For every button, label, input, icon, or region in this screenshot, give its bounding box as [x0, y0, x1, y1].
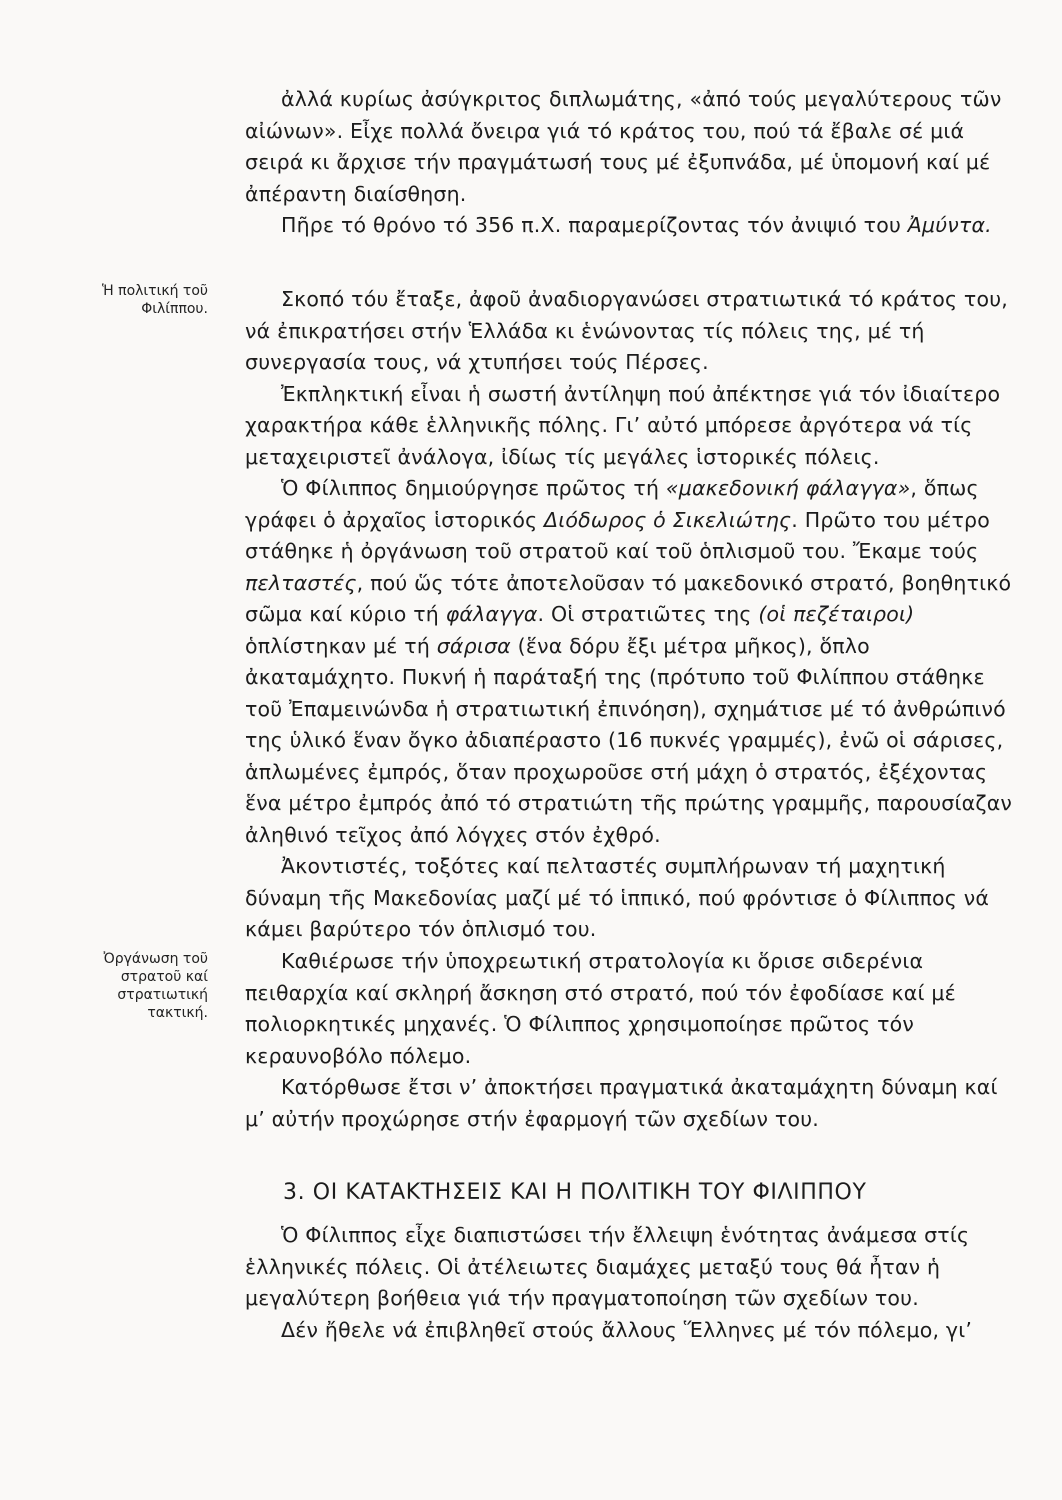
paragraph: Πῆρε τό θρόνο τό 356 π.Χ. παραμερίζοντας τόν ἀνιψιό του Ἀμύντα. [281, 213, 992, 237]
paragraph: Ὁ Φίλιππος εἶχε διαπιστώσει τήν ἔλλειψη ἑνότητας ἀνάμεσα στίς ἑλληνικές πόλεις. Οἱ ἀτέλειωτες διαμάχες μεταξύ τους θά ἦταν ἡ μεγαλύτερη βοήθεια γιά τήν πραγματοποίηση τῶν σχεδίων του. [245, 1223, 970, 1310]
margin-note-army: Ὀργάνωση τοῦ στρατοῦ καί στρατιωτική τακτική. [103, 951, 208, 1021]
text-block-organization [245, 946, 1013, 1135]
text-block-conquests [245, 1220, 1013, 1346]
margin-note-politics: Ἡ πολιτική τοῦ Φιλίππου. [102, 283, 208, 317]
paragraph: Καθιέρωσε τήν ὑποχρεωτική στρατολογία κι ὅρισε σιδερένια πειθαρχία καί σκληρή ἄσκηση στό στρατό, πού τόν ἐφοδίασε καί μέ πολιορκητικές μηχανές. Ὁ Φίλιππος χρησιμοποίησε πρῶτος τόν κεραυνοβόλο πόλεμο. [245, 949, 956, 1068]
paragraph: Κατόρθωσε ἔτσι ν’ ἀποκτήσει πραγματικά ἀκαταμάχητη δύναμη καί μ’ αὐτήν προχώρησε στήν ἐφαρμογή τῶν σχεδίων του. [245, 1075, 998, 1131]
paragraph: Δέν ἤθελε νά ἐπιβληθεῖ στούς ἄλλους Ἕλληνες μέ τόν πόλεμο, γι’ [281, 1317, 973, 1342]
paragraph: Ἐκπληκτική εἶναι ἡ σωστή ἀντίληψη πού ἀπέκτησε γιά τόν ἰδιαίτερο χαρακτήρα κάθε ἑλληνικῆς πόλης. Γι’ αὐτό μπόρεσε ἀργότερα νά τίς μεταχειριστεῖ ἀνάλογα, ἰδίως τίς μεγάλες ἱστορικές πόλεις. [245, 381, 1001, 469]
text-block-policy [245, 284, 1013, 946]
paragraph: Ἀκοντιστές, τοξότες καί πελταστές συμπλήρωναν τή μαχητική δύναμη τῆς Μακεδονίας μαζί μέ τό ἱππικό, πού φρόντισε ὁ Φίλιππος νά κάμει βαρύτερο τόν ὁπλισμό του. [245, 854, 990, 941]
text-block-intro [245, 84, 1013, 242]
section-title: 3. ΟΙ ΚΑΤΑΚΤΗΣΕΙΣ ΚΑΙ Η ΠΟΛΙΤΙΚΗ ΤΟΥ ΦΙΛΙΠΠΟΥ [283, 1180, 867, 1205]
paragraph: Ὁ Φίλιππος δημιούργησε πρῶτος τή «μακεδονική φάλαγγα», ὅπως γράφει ὁ ἀρχαῖος ἱστορικός Διόδωρος ὁ Σικελιώτης. Πρῶτο του μέτρο στάθηκε ἡ ὀργάνωση τοῦ στρατοῦ καί τοῦ ὁπλισμοῦ του. Ἔκαμε τούς πελταστές, πού ὥς τότε ἀποτελοῦσαν τό μακεδονικό στρατό, βοηθητικό σῶμα καί κύριο τή φάλαγγα. Οἱ στρατιῶτες της (οἱ πεζέταιροι) ὁπλίστηκαν μέ τή σάρισα (ἕνα δόρυ ἔξι μέτρα μῆκος), ὅπλο ἀκαταμάχητο. Πυκνή ἡ παράταξή της (πρότυπο τοῦ Φιλίππου στάθηκε τοῦ Ἐπαμεινώνδα ἡ στρατιωτική ἐπινόηση), σχημάτισε μέ τό ἀνθρώπινό της ὑλικό ἕναν ὄγκο ἀδιαπέραστο (16 πυκνές γραμμές), ἐνῶ οἱ σάρισες, ἁπλωμένες ἐμπρός, ὅταν προχωροῦσε στή μάχη ὁ στρατός, ἐξέχοντας ἕνα μέτρο ἐμπρός ἀπό τό στρατιώτη τῆς πρώτης γραμμῆς, παρουσίαζαν ἀληθινό τεῖχος ἀπό λόγχες στόν ἐχθρό. [245, 476, 1013, 847]
paragraph: ἀλλά κυρίως ἀσύγκριτος διπλωμάτης, «ἀπό τούς μεγαλύτερους τῶν αἰώνων». Εἶχε πολλά ὄνειρα γιά τό κράτος του, πού τά ἔβαλε σέ μιά σειρά κι ἄρχισε τήν πραγμάτωσή τους μέ ἐξυπνάδα, μέ ὑπομονή καί μέ ἀπέραντη διαίσθηση. [245, 87, 1002, 206]
paragraph: Σκοπό τόυ ἔταξε, ἀφοῦ ἀναδιοργανώσει στρατιωτικά τό κράτος του, νά ἐπικρατήσει στήν Ἑλλάδα κι ἑνώνοντας τίς πόλεις της, μέ τή συνεργασία τους, νά χτυπήσει τούς Πέρσες. [245, 287, 1008, 374]
